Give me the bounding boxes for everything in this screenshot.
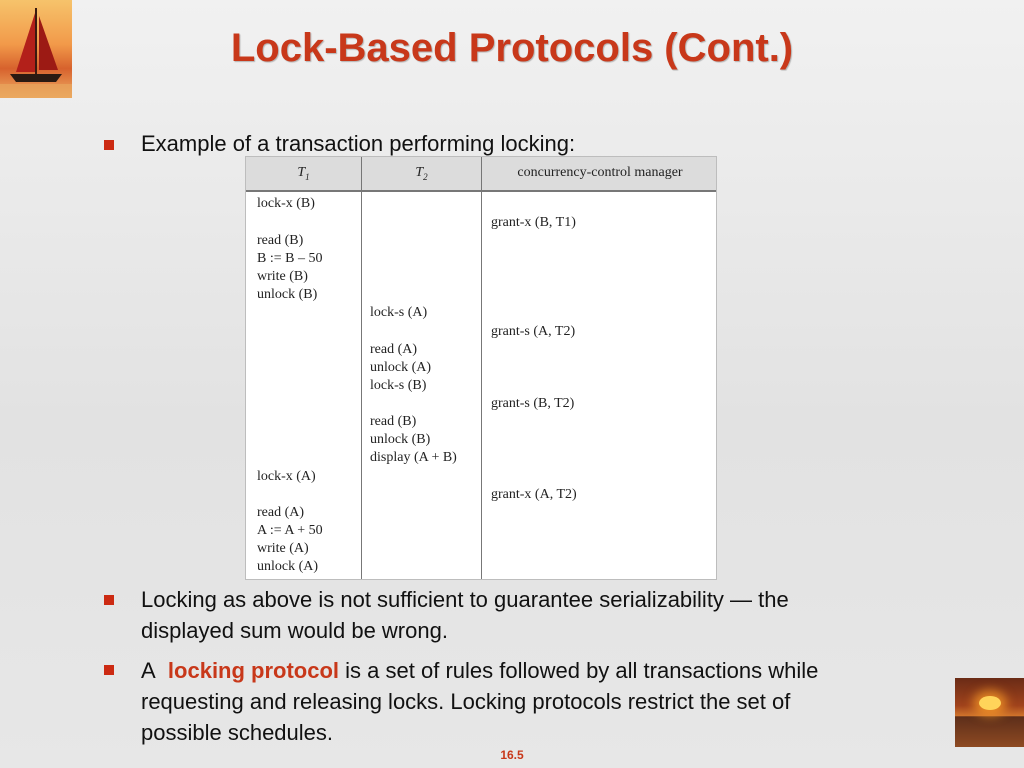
t1-op: unlock (B) [257, 287, 318, 302]
t2-op: lock-s (A) [370, 305, 428, 320]
bullet-text [141, 655, 818, 748]
header-t1: $T_1$ [297, 165, 310, 182]
bullet-line: requesting and releasing locks. Locking protocols restrict the set of [141, 689, 791, 714]
bullet-line: displayed sum would be wrong. [141, 618, 448, 643]
bullet-text [141, 128, 575, 159]
t2-op: read (B) [370, 414, 417, 429]
t1-op: unlock (A) [257, 559, 319, 574]
t1-op: lock-x (A) [257, 469, 316, 484]
t1-op: write (B) [257, 269, 308, 284]
t1-op: write (A) [257, 541, 309, 556]
header-manager: concurrency-control manager [517, 165, 683, 180]
t2-op: lock-s (B) [370, 378, 427, 393]
t2-op: unlock (B) [370, 432, 431, 447]
bullet-line: possible schedules. [141, 720, 334, 745]
t1-op: lock-x (B) [257, 196, 315, 211]
t1-op: read (B) [257, 233, 304, 248]
column-divider [361, 157, 362, 579]
slide-title: Lock-Based Protocols (Cont.) [230, 26, 794, 70]
header-t2: $T_2$ [415, 165, 428, 182]
t1-op: B := B – 50 [257, 251, 323, 266]
bullet-line: Locking as above is not sufficient to guarantee serializability — the [141, 587, 789, 612]
t1-op: A := A + 50 [257, 523, 323, 538]
page-number: 16.5 [500, 748, 524, 762]
lock-schedule-table [245, 156, 717, 580]
sunset-image [955, 678, 1024, 747]
bullet-marker [104, 140, 114, 150]
bullet-marker [104, 595, 114, 605]
sun-icon [979, 696, 1001, 710]
manager-grant: grant-x (A, T2) [491, 487, 577, 502]
t2-op: display (A + B) [370, 450, 457, 465]
bullet-text [141, 584, 789, 646]
t1-op: read (A) [257, 505, 305, 520]
manager-grant: grant-x (B, T1) [491, 215, 576, 230]
manager-grant: grant-s (B, T2) [491, 396, 575, 411]
bullet-marker [104, 665, 114, 675]
manager-grant: grant-s (A, T2) [491, 324, 576, 339]
t2-op: unlock (A) [370, 360, 432, 375]
locking-protocol-term: locking protocol [167, 658, 340, 683]
bullet-line: A locking protocol is a set of rules followed by all transactions while [141, 658, 819, 683]
column-divider [481, 157, 482, 579]
bullet-line: Example of a transaction performing locking: [141, 131, 576, 156]
t2-op: read (A) [370, 342, 418, 357]
